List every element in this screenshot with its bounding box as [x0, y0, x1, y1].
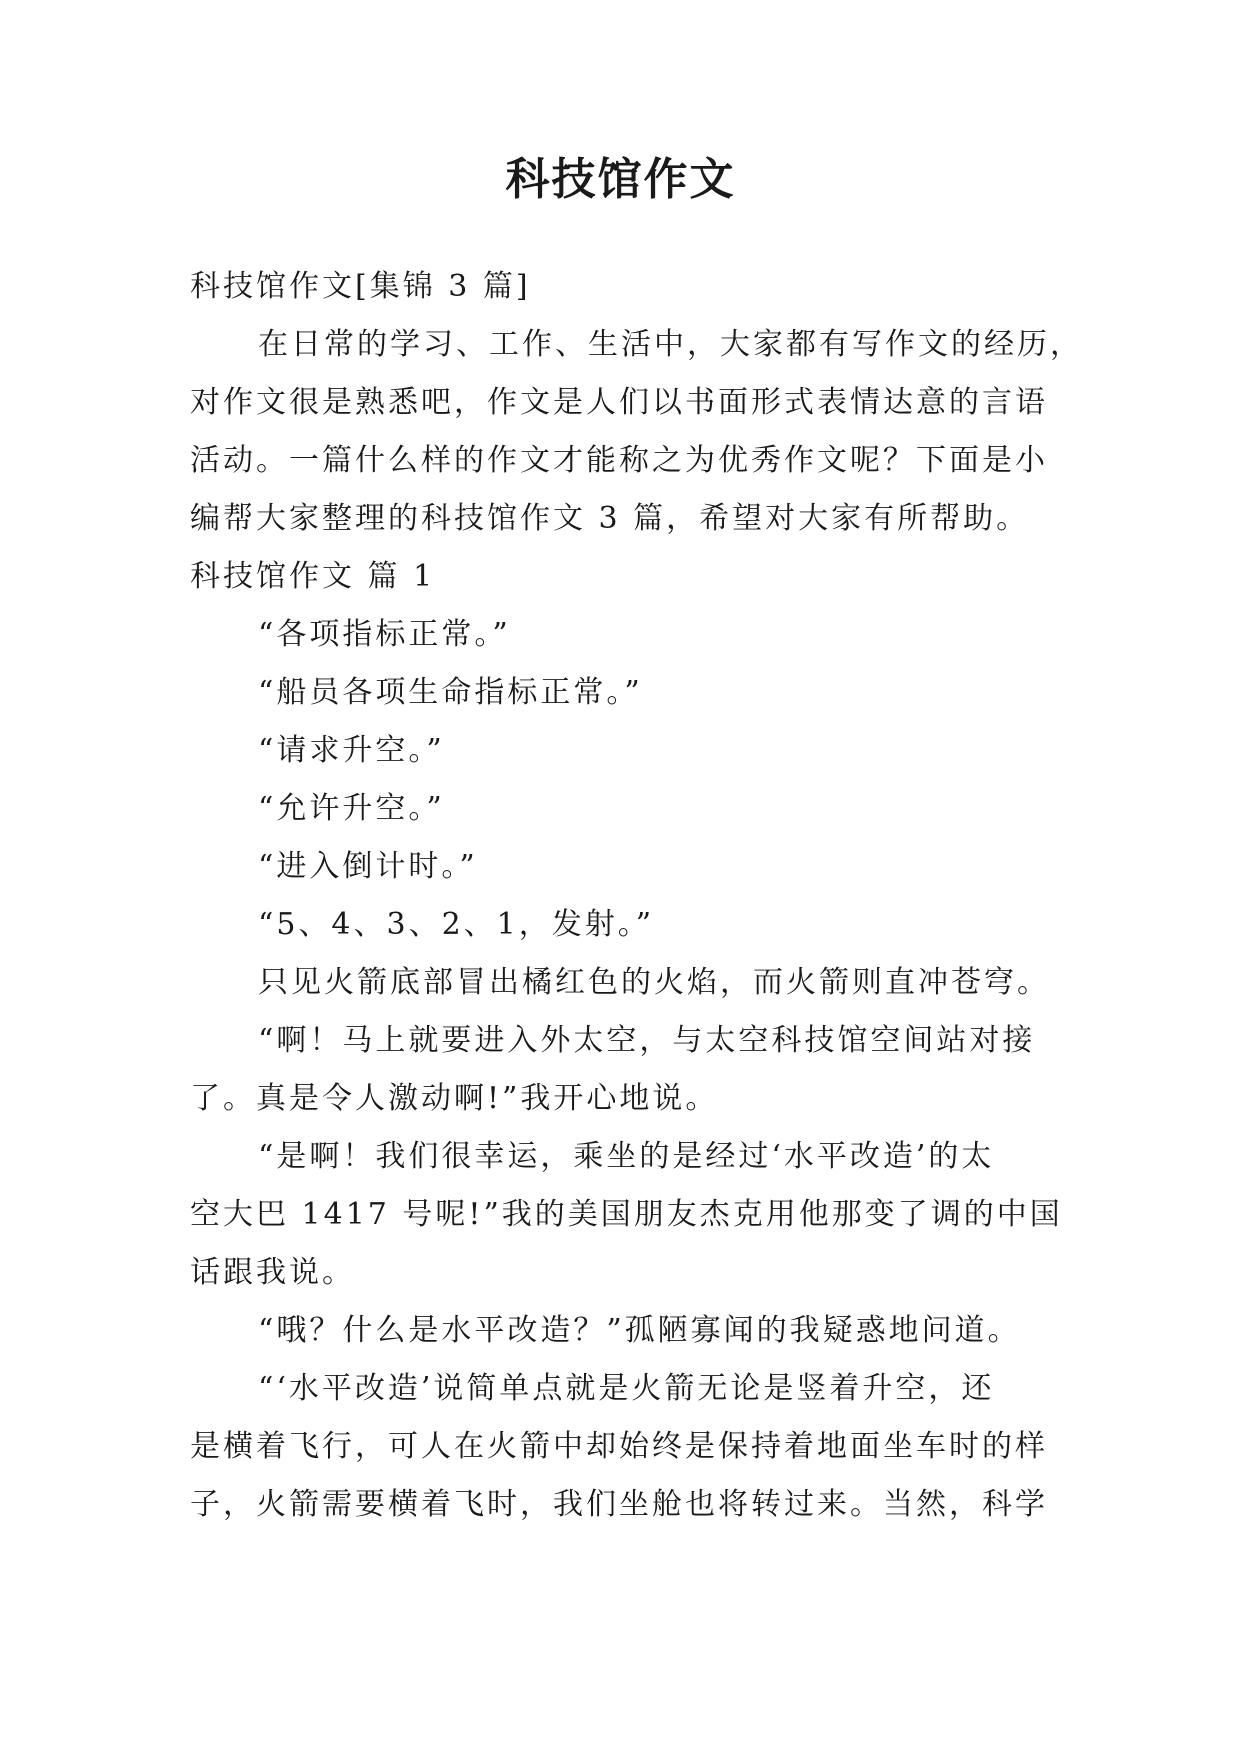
text-line: 是横着飞行，可人在火箭中却始终是保持着地面坐车时的样	[190, 1429, 1048, 1464]
text-line: “请求升空。”	[258, 733, 445, 768]
text-line: “船员各项生命指标正常。”	[258, 675, 643, 710]
text-line: 空大巴 1417 号呢!”我的美国朋友杰克用他那变了调的中国	[190, 1197, 1063, 1232]
text-line: 活动。一篇什么样的作文才能称之为优秀作文呢？下面是小	[190, 443, 1048, 478]
text-line: 子，火箭需要横着飞时，我们坐舱也将转过来。当然，科学	[190, 1487, 1048, 1522]
text-line: “允许升空。”	[258, 791, 445, 826]
text-line: 话跟我说。	[190, 1255, 355, 1290]
document-body	[190, 258, 1083, 1534]
text-line: “进入倒计时。”	[258, 849, 478, 884]
text-line: 编帮大家整理的科技馆作文 3 篇，希望对大家有所帮助。	[190, 501, 1030, 536]
text-line: “各项指标正常。”	[258, 617, 511, 652]
text-line: 在日常的学习、工作、生活中，大家都有写作文的经历，	[258, 327, 1083, 362]
text-line: “哦？什么是水平改造？”孤陋寡闻的我疑惑地问道。	[258, 1313, 1021, 1348]
text-line: “‘水平改造’说简单点就是火箭无论是竖着升空，还	[258, 1371, 995, 1406]
text-line: 对作文很是熟悉吧，作文是人们以书面形式表情达意的言语	[190, 385, 1048, 420]
text-line: “啊！马上就要进入外太空，与太空科技馆空间站对接	[258, 1023, 1036, 1058]
text-line: 了。真是令人激动啊!”我开心地说。	[190, 1081, 719, 1116]
text-line: “5、4、3、2、1，发射。”	[258, 907, 655, 942]
text-line: 只见火箭底部冒出橘红色的火焰，而火箭则直冲苍穹。	[258, 965, 1050, 1000]
text-line: 科技馆作文 篇 1	[190, 559, 436, 594]
document-title: 科技馆作文	[505, 154, 736, 205]
text-line: “是啊！我们很幸运，乘坐的是经过‘水平改造’的太	[258, 1139, 995, 1174]
text-line: 科技馆作文[集锦 3 篇]	[190, 269, 531, 304]
